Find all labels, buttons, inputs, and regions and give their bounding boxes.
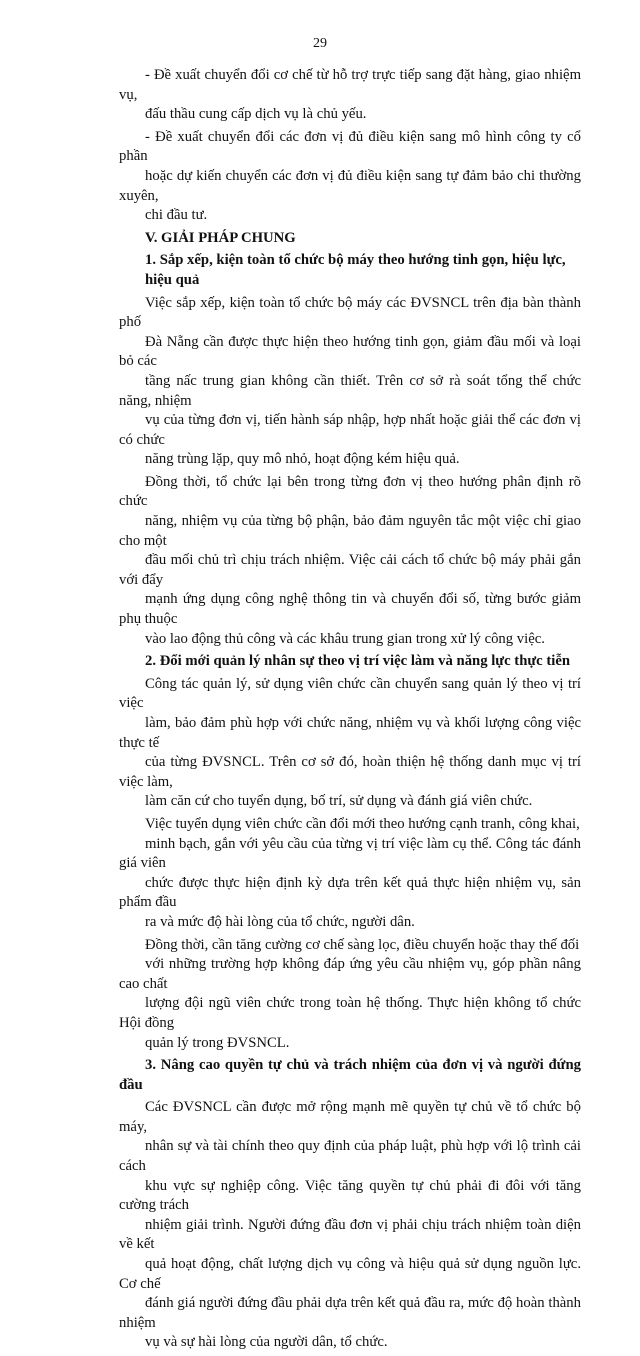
text-line: chi đầu tư. bbox=[145, 207, 208, 224]
paragraph bbox=[119, 473, 581, 649]
text-line: quả hoạt động, chất lượng dịch vụ công và hiệu quả sử dụng nguồn lực. Cơ chế bbox=[119, 1256, 581, 1292]
text-line: nhân sự và tài chính theo quy định của pháp luật, phù hợp với lộ trình cải cách bbox=[119, 1138, 581, 1175]
text-line: với những trường hợp không đáp ứng yêu cầu nhiệm vụ, góp phần nâng cao chất bbox=[119, 956, 581, 992]
text-line: hiệu quả bbox=[145, 271, 200, 288]
text-line: Đồng thời, cần tăng cường cơ chế sàng lọc, điều chuyển hoặc thay thế đối bbox=[145, 936, 580, 953]
text-line: vụ và sự hài lòng của người dân, tổ chức. bbox=[145, 1334, 388, 1351]
text-line: vụ của từng đơn vị, tiến hành sáp nhập, hợp nhất hoặc giải thể các đơn vị có chức bbox=[119, 412, 581, 448]
text-line: vào lao động thủ công và các khâu trung gian trong xử lý công việc. bbox=[145, 630, 545, 647]
text-line: - Đề xuất chuyển đổi cơ chế từ hỗ trợ trực tiếp sang đặt hàng, giao nhiệm vụ, bbox=[119, 67, 581, 103]
paragraph bbox=[119, 294, 581, 470]
text-line: Đồng thời, tổ chức lại bên trong từng đơn vị theo hướng phân định rõ chức bbox=[119, 473, 581, 510]
text-line: Việc tuyển dụng viên chức cần đổi mới theo hướng cạnh tranh, công khai, bbox=[145, 815, 580, 832]
text-line: - Đề xuất chuyển đổi các đơn vị đủ điều kiện sang mô hình công ty cổ phần bbox=[119, 128, 581, 165]
text-line: đấu thầu cung cấp dịch vụ là chủ yếu. bbox=[145, 106, 367, 123]
text-line: quản lý trong ĐVSNCL. bbox=[145, 1034, 290, 1051]
paragraph bbox=[119, 1098, 581, 1353]
text-line: làm căn cứ cho tuyển dụng, bố trí, sử dụng và đánh giá viên chức. bbox=[145, 793, 533, 810]
text-line: năng, nhiệm vụ của từng bộ phận, bảo đảm nguyên tắc một việc chỉ giao cho một bbox=[119, 513, 581, 549]
text-line: ra và mức độ hài lòng của tổ chức, người dân. bbox=[145, 913, 415, 930]
text-line: nhiệm giải trình. Người đứng đầu đơn vị phải chịu trách nhiệm toàn diện về kết bbox=[119, 1216, 581, 1253]
paragraph bbox=[119, 128, 581, 226]
text-line: V. GIẢI PHÁP CHUNG bbox=[145, 229, 296, 246]
text-line: Việc sắp xếp, kiện toàn tổ chức bộ máy các ĐVSNCL trên địa bàn thành phố bbox=[119, 294, 581, 331]
page-number: 29 bbox=[313, 36, 327, 51]
text-line: 3. Nâng cao quyền tự chủ và trách nhiệm của đơn vị và người đứng đầu bbox=[119, 1057, 581, 1093]
paragraph bbox=[119, 675, 581, 812]
section-heading bbox=[119, 229, 581, 249]
text-line: 1. Sắp xếp, kiện toàn tổ chức bộ máy theo hướng tinh gọn, hiệu lực, bbox=[145, 252, 566, 269]
text-line: tầng nấc trung gian không cần thiết. Trên cơ sở rà soát tổng thể chức năng, nhiệm bbox=[119, 372, 581, 409]
text-line: chức được thực hiện định kỳ dựa trên kết quả thực hiện nhiệm vụ, sản phẩm đầu bbox=[119, 874, 581, 911]
text-line: Công tác quản lý, sử dụng viên chức cần chuyển sang quản lý theo vị trí việc bbox=[119, 675, 581, 712]
paragraph bbox=[119, 815, 581, 933]
text-line: 2. Đổi mới quản lý nhân sự theo vị trí việc làm và năng lực thực tiễn bbox=[145, 653, 571, 670]
paragraph bbox=[119, 936, 581, 1054]
text-line: minh bạch, gắn với yêu cầu của từng vị trí việc làm cụ thể. Công tác đánh giá viên bbox=[119, 835, 581, 872]
subsection-heading bbox=[119, 652, 581, 672]
text-line: đầu mối chủ trì chịu trách nhiệm. Việc cải cách tổ chức bộ máy phải gắn với đẩy bbox=[119, 552, 581, 588]
text-line: làm, bảo đảm phù hợp với chức năng, nhiệm vụ và khối lượng công việc thực tế bbox=[119, 715, 581, 751]
subsection-heading bbox=[119, 251, 581, 290]
subsection-heading bbox=[119, 1056, 581, 1095]
text-line: của từng ĐVSNCL. Trên cơ sở đó, hoàn thiện hệ thống danh mục vị trí việc làm, bbox=[119, 754, 581, 790]
text-line: đánh giá người đứng đầu phải dựa trên kết quả đầu ra, mức độ hoàn thành nhiệm bbox=[119, 1295, 581, 1331]
document-body bbox=[119, 66, 581, 1356]
text-line: mạnh ứng dụng công nghệ thông tin và chuyển đổi số, từng bước giảm phụ thuộc bbox=[119, 591, 581, 628]
text-line: lượng đội ngũ viên chức trong toàn hệ thống. Thực hiện không tổ chức Hội đồng bbox=[119, 995, 581, 1031]
text-line: Các ĐVSNCL cần được mở rộng mạnh mẽ quyền tự chủ về tổ chức bộ máy, bbox=[119, 1099, 581, 1135]
paragraph bbox=[119, 66, 581, 125]
text-line: năng trùng lặp, quy mô nhỏ, hoạt động kém hiệu quả. bbox=[145, 451, 460, 468]
text-line: hoặc dự kiến chuyển các đơn vị đủ điều kiện sang tự đảm bảo chi thường xuyên, bbox=[119, 167, 581, 204]
text-line: khu vực sự nghiệp công. Việc tăng quyền tự chủ phải đi đôi với tăng cường trách bbox=[119, 1177, 581, 1214]
text-line: Đà Nẵng cần được thực hiện theo hướng tinh gọn, giảm đầu mối và loại bỏ các bbox=[119, 333, 581, 370]
